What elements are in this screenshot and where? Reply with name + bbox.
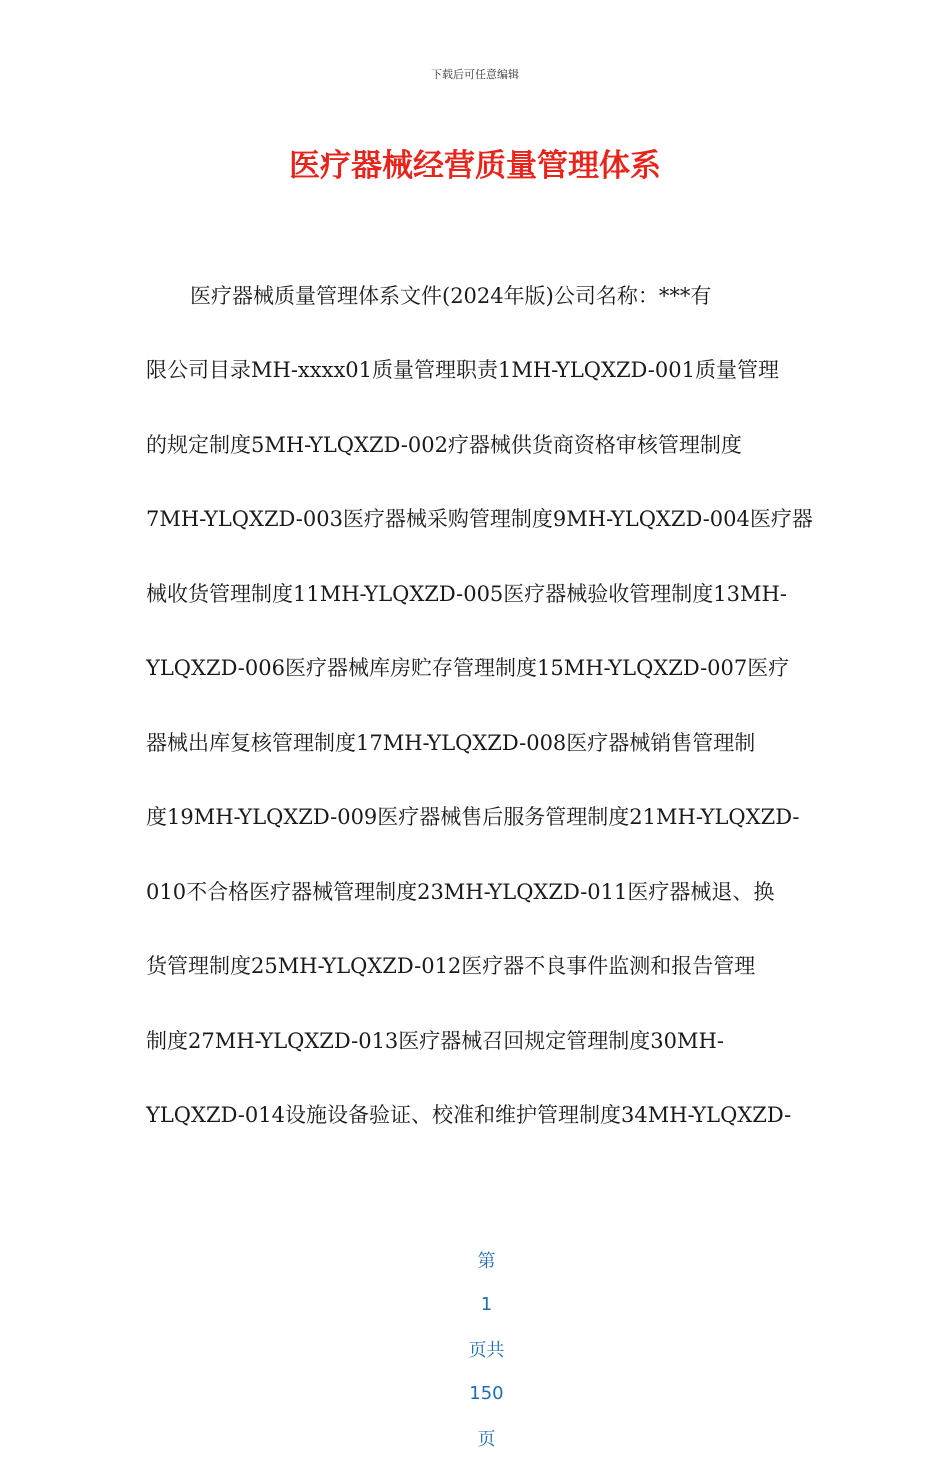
body-line: 货管理制度25MH-YLQXZD-012医疗器不良事件监测和报告管理 <box>146 954 756 978</box>
footer-page-number: 1 <box>480 1294 493 1315</box>
body-line: 制度27MH-YLQXZD-013医疗器械召回规定管理制度30MH- <box>146 1029 724 1053</box>
body-line: 医疗器械质量管理体系文件(2024年版)公司名称：***有 <box>190 284 712 308</box>
body-line: YLQXZD-014设施设备验证、校准和维护管理制度34MH-YLQXZD- <box>146 1103 792 1127</box>
footer-page-prefix: 第 <box>477 1251 496 1272</box>
header-note: 下载后可任意编辑 <box>431 68 519 81</box>
document-title: 医疗器械经营质量管理体系 <box>289 148 661 184</box>
body-line: 010不合格医疗器械管理制度23MH-YLQXZD-011医疗器械退、换 <box>146 880 775 904</box>
body-line: 度19MH-YLQXZD-009医疗器械售后服务管理制度21MH-YLQXZD- <box>146 805 800 829</box>
page-footer <box>0 1226 950 1472</box>
body-line: 器械出库复核管理制度17MH-YLQXZD-008医疗器械销售管理制 <box>146 731 756 755</box>
body-line: YLQXZD-006医疗器械库房贮存管理制度15MH-YLQXZD-007医疗 <box>146 656 790 680</box>
footer-page-suffix: 页 <box>477 1429 496 1450</box>
footer-page-middle: 页共 <box>468 1340 505 1361</box>
body-line: 的规定制度5MH-YLQXZD-002疗器械供货商资格审核管理制度 <box>146 433 742 457</box>
body-line: 械收货管理制度11MH-YLQXZD-005医疗器械验收管理制度13MH- <box>146 582 787 606</box>
body-line: 7MH-YLQXZD-003医疗器械采购管理制度9MH-YLQXZD-004医疗器 <box>146 507 813 531</box>
body-line: 限公司目录MH-xxxx01质量管理职责1MH-YLQXZD-001质量管理 <box>146 358 779 382</box>
footer-total-pages: 150 <box>469 1383 504 1404</box>
